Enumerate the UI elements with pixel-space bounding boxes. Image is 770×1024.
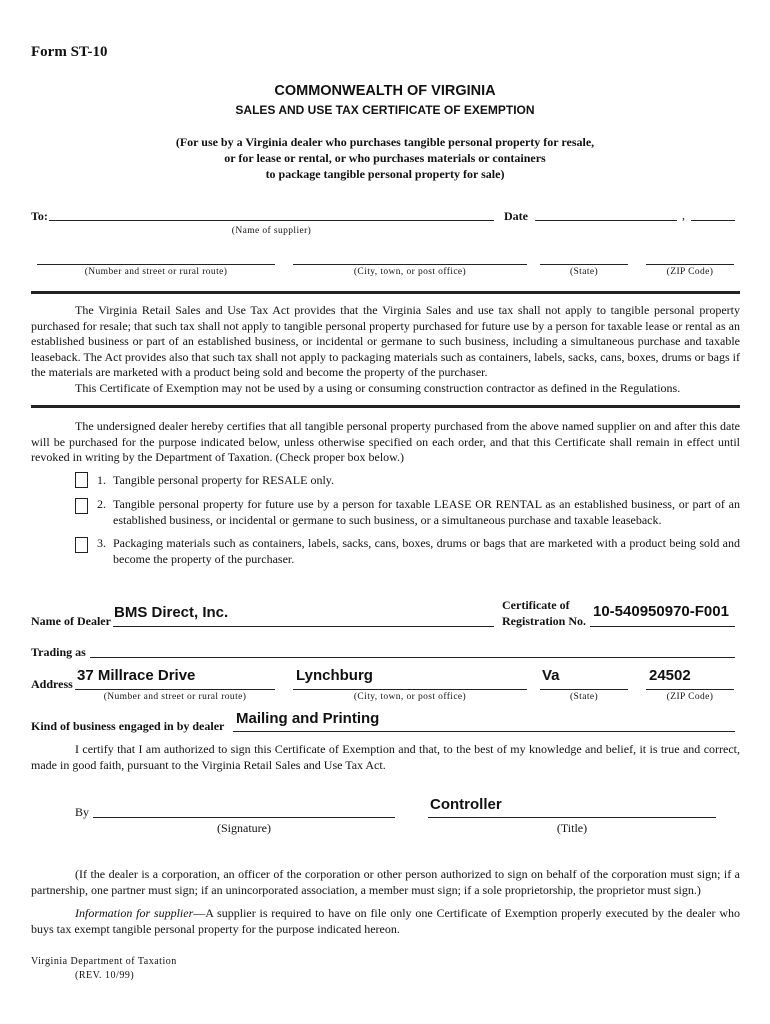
dealer-zip-caption: (ZIP Code): [666, 692, 714, 702]
dealer-street-value: 37 Millrace Drive: [77, 667, 196, 684]
form-title: COMMONWEALTH OF VIRGINIA: [274, 83, 496, 99]
registration-number-value: 10-540950970-F001: [593, 603, 729, 620]
trading-as-label: Trading as: [31, 645, 86, 659]
supplier-city-field[interactable]: [293, 264, 527, 265]
supplier-info-text: —A supplier is required to have on file only one Certificate of Exemption properly executed by the dealer who buys tax exempt tangible personal property for the purpose indicated hereon.: [31, 906, 741, 936]
footer-revision: (REV. 10/99): [75, 970, 135, 981]
act-note: This Certificate of Exemption may not be used by a using or consuming construction contractor as defined in the Regulations.: [75, 381, 681, 395]
address-label: Address: [31, 677, 73, 691]
form-subtitle: SALES AND USE TAX CERTIFICATE OF EXEMPTION: [235, 103, 535, 117]
option-2-number: 2.: [97, 497, 106, 511]
by-label: By: [75, 805, 90, 819]
option-3-number: 3.: [97, 536, 106, 550]
signature-field[interactable]: [93, 817, 395, 818]
supplier-city-caption: (City, town, or post office): [353, 267, 467, 277]
dealer-name-label: Name of Dealer: [31, 614, 111, 628]
form-id: Form ST-10: [31, 44, 108, 60]
certify-paragraph: The undersigned dealer hereby certifies that all tangible personal property purchased from the above named supplier on and after this date will be purchased for the purpose indicated below, unless otherwise specified on each order, and that this Certificate shall remain in effect until revoked in writing by the Department of Taxation. (Check proper box below.): [31, 419, 740, 464]
supplier-state-caption: (State): [569, 267, 599, 277]
registration-number-field[interactable]: [590, 626, 735, 627]
supplier-name-field[interactable]: [49, 220, 494, 221]
title-value: Controller: [430, 796, 502, 813]
packaging-checkbox[interactable]: [75, 537, 88, 553]
date-label: Date: [504, 209, 528, 223]
supplier-info-label: Information for supplier: [75, 906, 194, 920]
business-kind-value: Mailing and Printing: [236, 710, 380, 727]
option-2-text: Tangible personal property for future use by a person for taxable LEASE OR RENTAL as an established business, or part of an established business, or incidental or germane to such business, or a simultaneous purchase and taxable leaseback.: [113, 497, 740, 527]
section-divider-2: [31, 405, 740, 408]
dealer-zip-value: 24502: [649, 667, 691, 684]
footer-department: Virginia Department of Taxation: [31, 956, 177, 967]
title-field[interactable]: [428, 817, 716, 818]
dealer-state-field[interactable]: [540, 689, 628, 690]
purpose-line-2: or for lease or rental, or who purchases materials or containers: [224, 151, 546, 165]
business-kind-field[interactable]: [233, 731, 735, 732]
to-label: To:: [31, 209, 48, 223]
dealer-city-field[interactable]: [293, 689, 527, 690]
supplier-info-paragraph: [31, 906, 740, 937]
dealer-zip-field[interactable]: [646, 689, 734, 690]
dealer-state-value: Va: [542, 667, 560, 684]
dealer-street-field[interactable]: [75, 689, 275, 690]
supplier-state-field[interactable]: [540, 264, 628, 265]
supplier-street-caption: (Number and street or rural route): [84, 267, 228, 277]
certificate-label-line-2: Registration No.: [502, 614, 586, 628]
option-1-number: 1.: [97, 473, 106, 487]
trading-as-field[interactable]: [90, 657, 735, 658]
dealer-city-value: Lynchburg: [296, 667, 373, 684]
dealer-street-caption: (Number and street or rural route): [103, 692, 247, 702]
dealer-city-caption: (City, town, or post office): [353, 692, 467, 702]
option-3-text: Packaging materials such as containers, labels, sacks, cans, boxes, drums or bags that are marketed with a product being sold and become the property of the purchaser.: [113, 536, 740, 566]
dealer-name-value: BMS Direct, Inc.: [114, 604, 229, 621]
supplier-zip-field[interactable]: [646, 264, 734, 265]
date-field[interactable]: [535, 220, 677, 221]
business-kind-label: Kind of business engaged in by dealer: [31, 719, 225, 733]
supplier-street-field[interactable]: [37, 264, 275, 265]
purpose-line-1: (For use by a Virginia dealer who purchases tangible personal property for resale,: [175, 135, 595, 149]
corporation-note: (If the dealer is a corporation, an officer of the corporation or other person authorized to sign on behalf of the corporation must sign; if a partnership, one partner must sign; if an unincorporated association, a member must sign; if a sole proprietorship, the proprietor must sign.): [31, 867, 740, 897]
date-separator: ,: [682, 208, 685, 222]
dealer-state-caption: (State): [569, 692, 599, 702]
lease-rental-checkbox[interactable]: [75, 498, 88, 514]
date-year-field[interactable]: [691, 220, 735, 221]
resale-checkbox[interactable]: [75, 472, 88, 488]
certify-signature-text: I certify that I am authorized to sign this Certificate of Exemption and that, to the best of my knowledge and belief, it is true and correct, made in good faith, pursuant to the Virginia Retail Sales and Use Tax Act.: [31, 742, 740, 772]
purpose-line-3: to package tangible personal property for sale): [265, 167, 505, 181]
signature-caption: (Signature): [217, 821, 271, 835]
act-paragraph: The Virginia Retail Sales and Use Tax Act provides that the Virginia Sales and use tax shall not apply to tangible personal property purchased for resale; that such tax shall not apply to tangible personal property purchased for future use by a person for taxable lease or rental as an established business or part of an established business, or incidental or germane to such business, including a simultaneous purchase and taxable leaseback. The Act provides also that such tax shall not apply to packaging materials such as containers, labels, sacks, cans, boxes, drums or bags if the materials are marketed with a product being sold and become the property of the purchaser.: [31, 303, 740, 379]
dealer-name-field[interactable]: [113, 626, 494, 627]
option-1-text: Tangible personal property for RESALE only.: [113, 473, 334, 487]
certificate-label-line-1: Certificate of: [502, 598, 570, 612]
supplier-zip-caption: (ZIP Code): [666, 267, 714, 277]
section-divider-1: [31, 291, 740, 294]
title-caption: (Title): [556, 821, 588, 835]
supplier-name-caption: (Name of supplier): [231, 226, 312, 236]
